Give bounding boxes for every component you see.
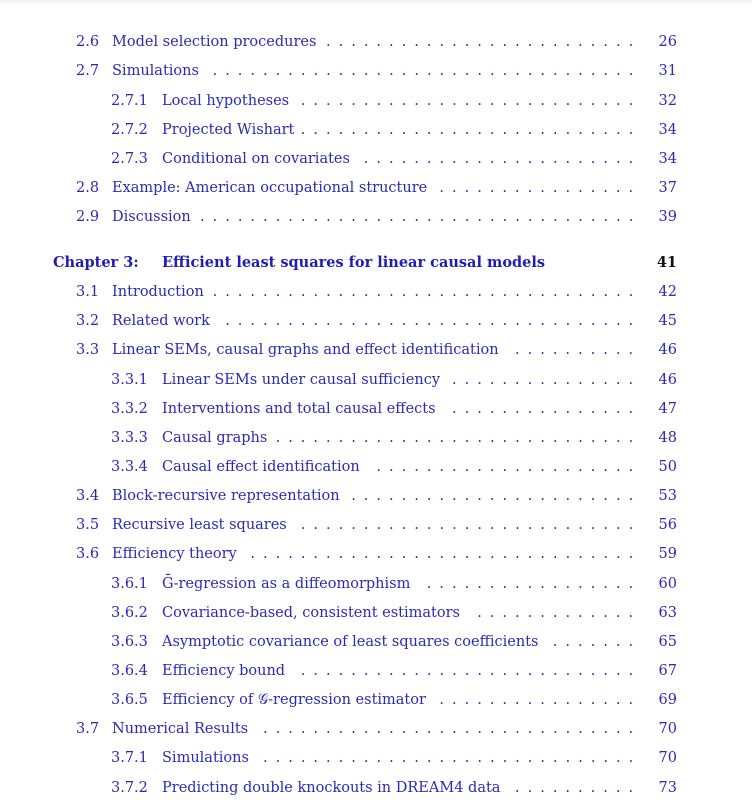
toc-entry[interactable] xyxy=(0,398,752,420)
toc-entry[interactable] xyxy=(0,689,752,711)
subsection-title[interactable]: Causal graphs xyxy=(162,427,271,449)
page-number: 60 xyxy=(658,576,677,592)
toc-entry[interactable] xyxy=(0,514,752,536)
toc-entry[interactable] xyxy=(0,660,752,682)
page-number: 67 xyxy=(658,663,677,679)
toc-entry[interactable] xyxy=(0,543,752,565)
chapter-title[interactable]: Efficient least squares for linear causal models xyxy=(162,252,549,274)
toc-entry[interactable] xyxy=(0,602,752,624)
section-number: 3.3 xyxy=(76,342,100,358)
subsection-number: 3.7.1 xyxy=(111,750,148,766)
dot-leader: ........................... xyxy=(300,93,642,109)
page-number: 65 xyxy=(658,634,677,650)
page-number: 50 xyxy=(658,459,677,475)
section-number: 3.1 xyxy=(76,284,100,300)
section-title[interactable]: Numerical Results xyxy=(112,718,252,740)
toc-entry[interactable] xyxy=(0,456,752,478)
subsection-number: 2.7.1 xyxy=(111,93,148,109)
page-number: 46 xyxy=(658,372,677,388)
subsection-title[interactable]: Simulations xyxy=(162,747,253,769)
toc-entry[interactable] xyxy=(0,281,752,303)
section-number: 2.6 xyxy=(76,34,100,50)
chapter-number: Chapter 3: xyxy=(53,254,139,271)
subsection-title[interactable]: Linear SEMs under causal sufficiency xyxy=(162,369,444,391)
section-title[interactable]: Recursive least squares xyxy=(112,514,291,536)
page-number: 59 xyxy=(658,546,677,562)
page-number: 70 xyxy=(658,750,677,766)
dot-leader: ........................... xyxy=(300,517,642,533)
dot-leader: .................................. xyxy=(212,63,642,79)
section-number: 3.2 xyxy=(76,313,100,329)
subsection-title[interactable]: Covariance-based, consistent estimators xyxy=(162,602,464,624)
subsection-title[interactable]: Causal effect identification xyxy=(162,456,364,478)
page-number: 32 xyxy=(658,93,677,109)
page-number: 69 xyxy=(658,692,677,708)
page-number: 41 xyxy=(656,254,677,271)
page-top-edge xyxy=(0,0,752,3)
page-number: 73 xyxy=(658,780,677,796)
dot-leader: ....................... xyxy=(351,488,642,504)
dot-leader: ............... xyxy=(452,372,642,388)
dot-leader: .......... xyxy=(515,342,642,358)
page-number: 26 xyxy=(658,34,677,50)
subsection-title[interactable]: Local hypotheses xyxy=(162,90,293,112)
section-number: 3.4 xyxy=(76,488,100,504)
toc-entry[interactable] xyxy=(0,718,752,740)
dot-leader: ....... xyxy=(552,634,642,650)
toc-entry[interactable] xyxy=(0,631,752,653)
subsection-title[interactable]: Interventions and total causal effects xyxy=(162,398,440,420)
toc-entry[interactable] xyxy=(0,90,752,112)
page-number: 46 xyxy=(658,342,677,358)
page-number: 39 xyxy=(658,209,677,225)
toc-entry[interactable] xyxy=(0,119,752,141)
dot-leader: .................................. xyxy=(212,284,642,300)
page-number: 70 xyxy=(658,721,677,737)
dot-leader: ................. xyxy=(426,576,642,592)
subsection-number: 2.7.3 xyxy=(111,151,148,167)
page-number: 45 xyxy=(658,313,677,329)
subsection-number: 3.3.4 xyxy=(111,459,148,475)
toc-entry[interactable] xyxy=(0,177,752,199)
toc-entry[interactable] xyxy=(0,369,752,391)
section-title[interactable]: Related work xyxy=(112,310,214,332)
subsection-title[interactable]: Projected Wishart xyxy=(162,119,298,141)
section-title[interactable]: Linear SEMs, causal graphs and effect identification xyxy=(112,339,503,361)
page-number: 63 xyxy=(658,605,677,621)
dot-leader: .............................. xyxy=(263,750,642,766)
toc-entry[interactable] xyxy=(0,310,752,332)
dot-leader: ................ xyxy=(439,180,642,196)
subsection-number: 3.6.2 xyxy=(111,605,148,621)
dot-leader: ............. xyxy=(477,605,642,621)
subsection-title[interactable]: Conditional on covariates xyxy=(162,148,354,170)
dot-leader: ..................... xyxy=(376,459,642,475)
page-number: 37 xyxy=(658,180,677,196)
subsection-number: 3.6.1 xyxy=(111,576,148,592)
section-title[interactable]: Efficiency theory xyxy=(112,543,241,565)
subsection-number: 2.7.2 xyxy=(111,122,148,138)
subsection-title[interactable]: Efficiency bound xyxy=(162,660,289,682)
section-number: 3.6 xyxy=(76,546,100,562)
page-number: 42 xyxy=(658,284,677,300)
section-number: 3.7 xyxy=(76,721,100,737)
page-number: 34 xyxy=(658,151,677,167)
section-number: 2.8 xyxy=(76,180,100,196)
subsection-number: 3.6.4 xyxy=(111,663,148,679)
section-number: 2.7 xyxy=(76,63,100,79)
toc-entry[interactable] xyxy=(0,485,752,507)
subsection-number: 3.6.3 xyxy=(111,634,148,650)
toc-entry[interactable] xyxy=(0,31,752,53)
toc-entry[interactable] xyxy=(0,427,752,449)
page-number: 31 xyxy=(658,63,677,79)
dot-leader: ............................... xyxy=(250,546,642,562)
dot-leader: ........................... xyxy=(300,122,642,138)
dot-leader: ........................... xyxy=(300,663,642,679)
toc-chapter-entry[interactable] xyxy=(0,252,752,274)
subsection-number: 3.7.2 xyxy=(111,780,148,796)
section-title[interactable]: Model selection procedures xyxy=(112,31,320,53)
dot-leader: ...................... xyxy=(363,151,642,167)
subsection-number: 3.3.1 xyxy=(111,372,148,388)
toc-entry[interactable] xyxy=(0,60,752,82)
section-number: 2.9 xyxy=(76,209,100,225)
dot-leader: ................ xyxy=(439,692,642,708)
subsection-number: 3.3.2 xyxy=(111,401,148,417)
section-title[interactable]: Block-recursive representation xyxy=(112,485,344,507)
page-number: 48 xyxy=(658,430,677,446)
dot-leader: ............................. xyxy=(275,430,642,446)
subsection-number: 3.6.5 xyxy=(111,692,148,708)
toc-entry[interactable] xyxy=(0,339,752,361)
dot-leader: .......... xyxy=(515,780,642,796)
toc-entry[interactable] xyxy=(0,777,752,799)
dot-leader: ......................... xyxy=(326,34,642,50)
section-title[interactable]: Simulations xyxy=(112,60,203,82)
subsection-title[interactable]: Ḡ-regression as a diffeomorphism xyxy=(162,573,414,595)
subsection-title[interactable]: Efficiency of 𝒢-regression estimator xyxy=(162,689,430,711)
section-title[interactable]: Discussion xyxy=(112,206,195,228)
page-number: 53 xyxy=(658,488,677,504)
dot-leader: ................................. xyxy=(225,313,642,329)
subsection-number: 3.3.3 xyxy=(111,430,148,446)
dot-leader: .............................. xyxy=(263,721,642,737)
subsection-title[interactable]: Predicting double knockouts in DREAM4 data xyxy=(162,777,504,799)
section-title[interactable]: Example: American occupational structure xyxy=(112,177,431,199)
dot-leader: ................................... xyxy=(200,209,642,225)
page-number: 56 xyxy=(658,517,677,533)
subsection-title[interactable]: Asymptotic covariance of least squares coefficients xyxy=(162,631,542,653)
page-number: 34 xyxy=(658,122,677,138)
section-number: 3.5 xyxy=(76,517,100,533)
toc-entry[interactable] xyxy=(0,747,752,769)
toc-entry[interactable] xyxy=(0,573,752,595)
page-number: 47 xyxy=(658,401,677,417)
dot-leader: ............... xyxy=(452,401,642,417)
toc-entry[interactable] xyxy=(0,206,752,228)
section-title[interactable]: Introduction xyxy=(112,281,208,303)
toc-entry[interactable] xyxy=(0,148,752,170)
